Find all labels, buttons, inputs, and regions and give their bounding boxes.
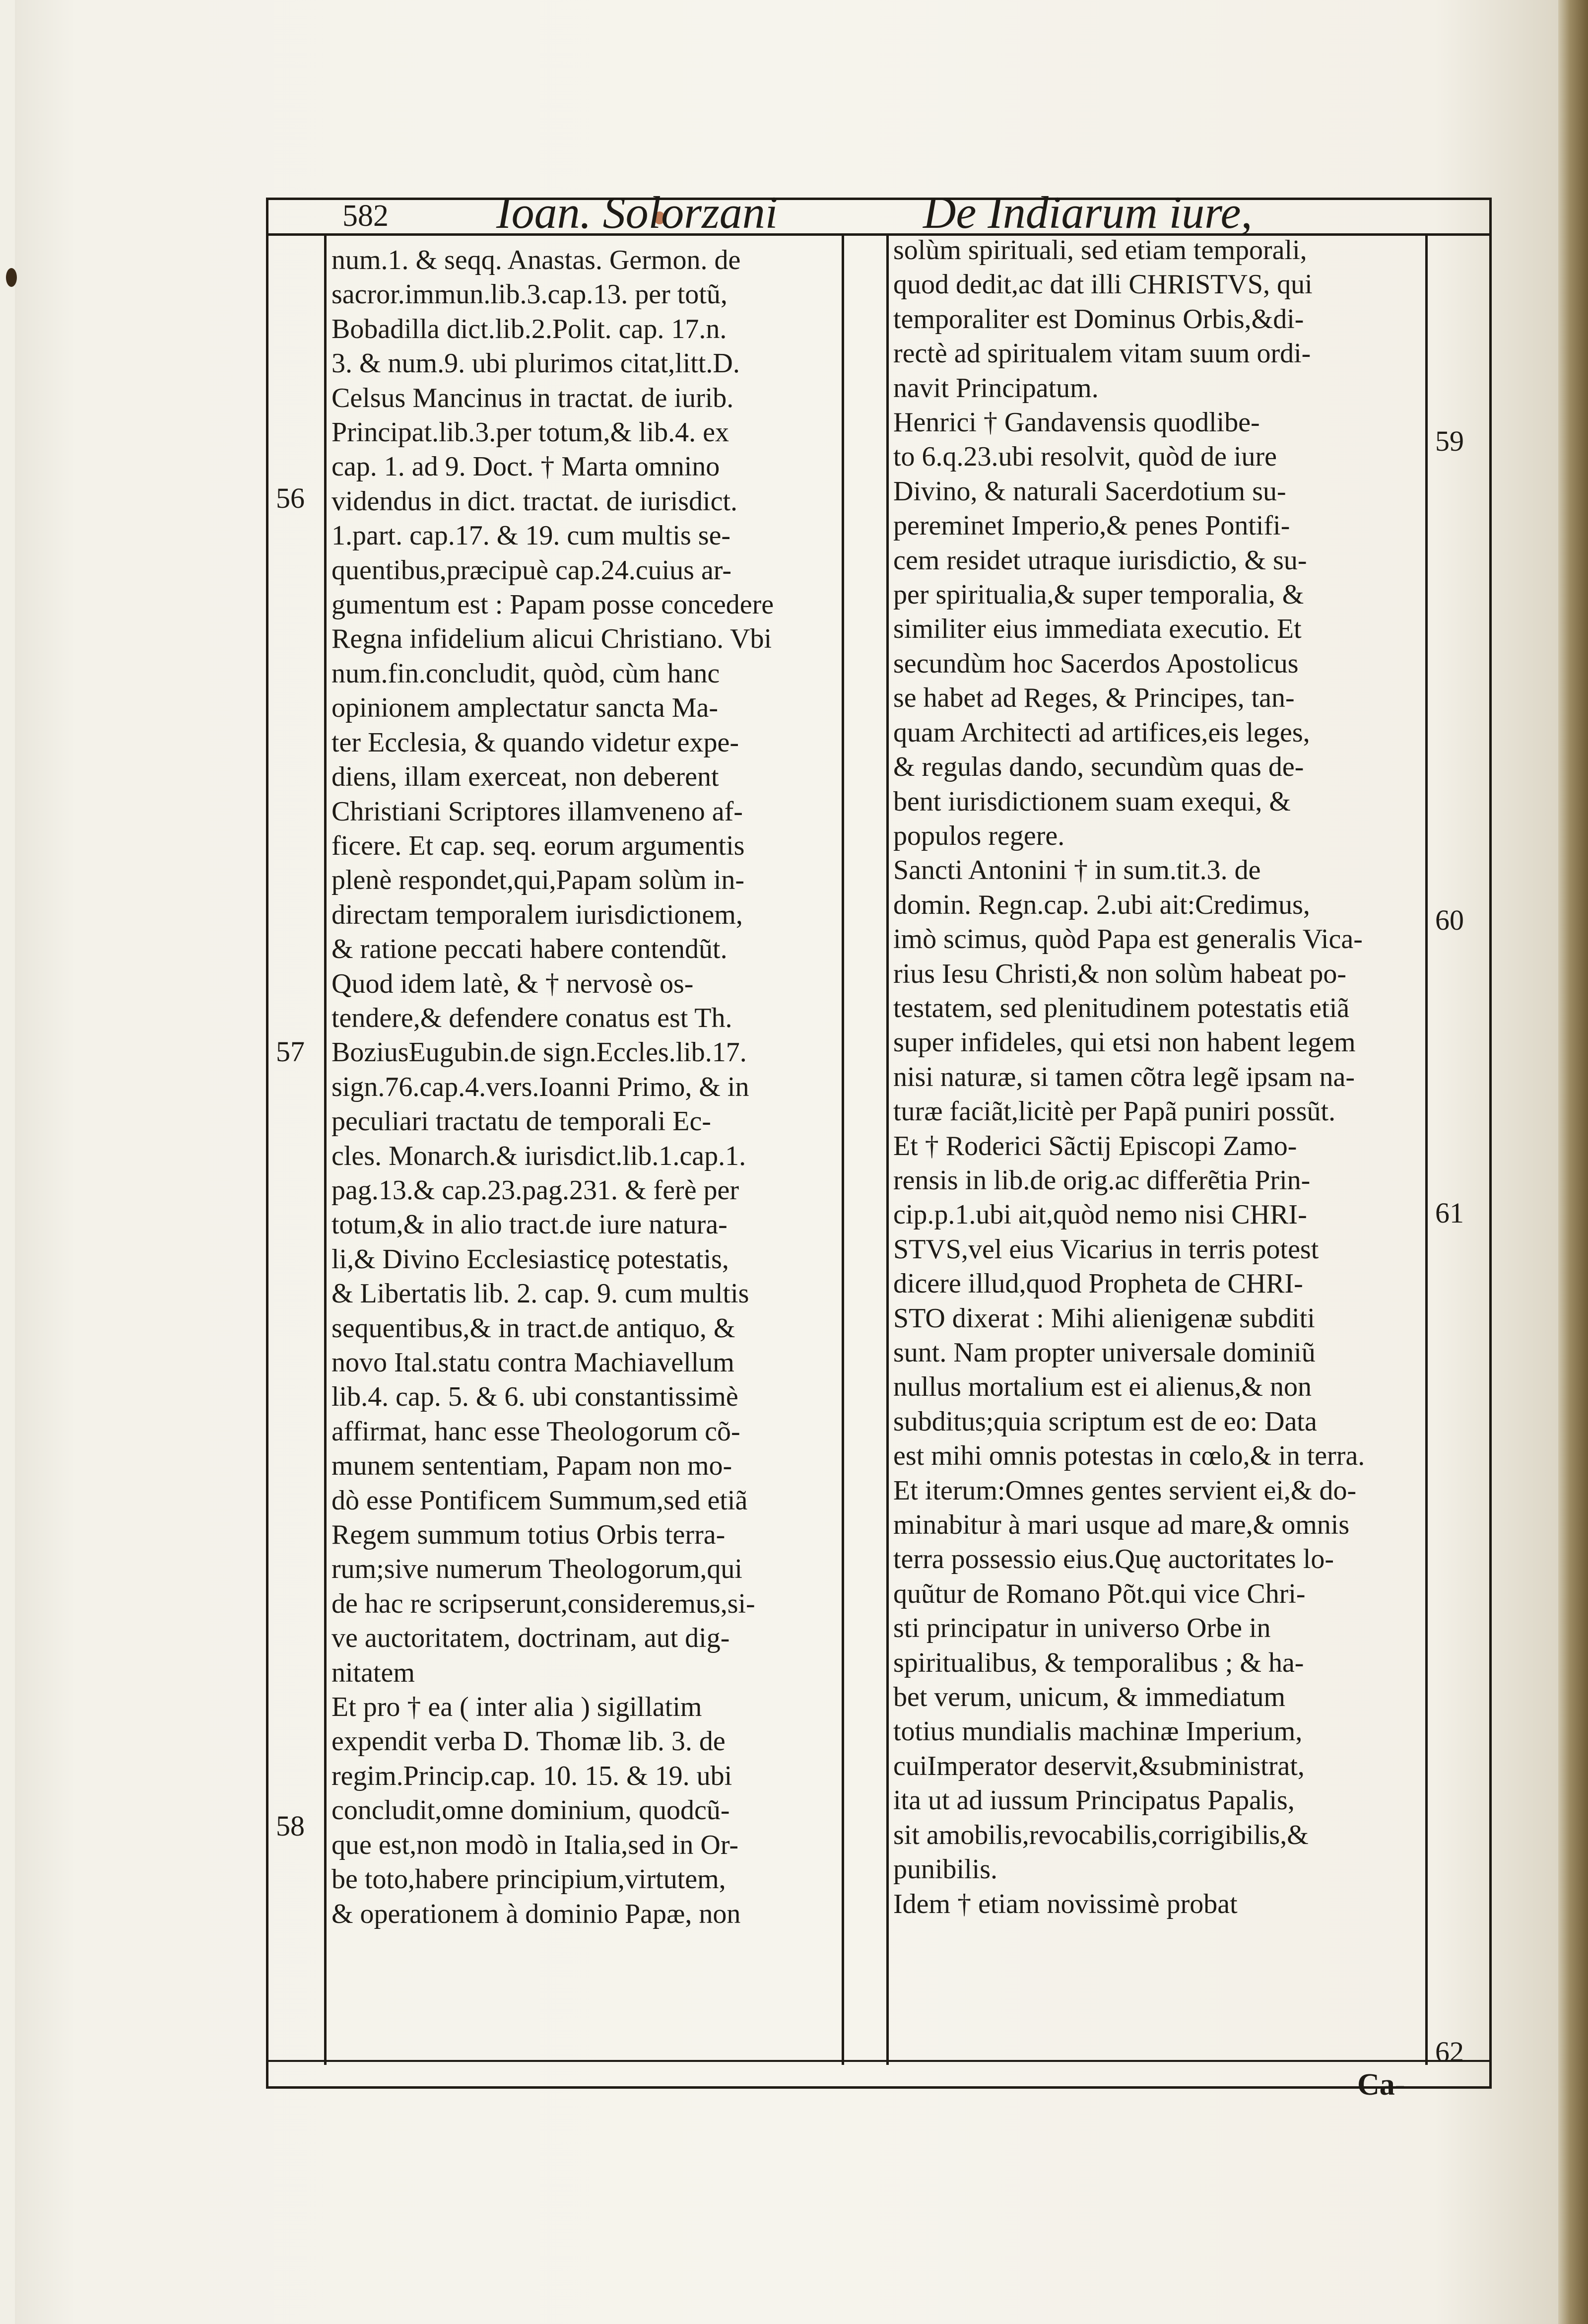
text-line: Christiani Scriptores illamveneno af-: [331, 796, 743, 827]
text-line: tendere,& defendere conatus est Th.: [331, 1002, 732, 1033]
center-rule-right: [886, 233, 889, 2065]
margin-number: 56: [276, 482, 305, 514]
text-line: similiter eius immediata executio. Et: [893, 614, 1302, 645]
text-line: opinionem amplectatur sancta Ma-: [331, 692, 719, 724]
text-line: populos regere.: [893, 820, 1065, 851]
text-line: novo Ital.statu contra Machiavellum: [331, 1347, 734, 1378]
text-line: num.fin.concludit, quòd, cùm hanc: [331, 658, 720, 689]
text-line: ter Ecclesia, & quando videtur expe-: [331, 727, 739, 758]
margin-number: 60: [1435, 904, 1464, 936]
text-line: Regna infidelium alicui Christiano. Vbi: [331, 623, 772, 655]
text-line: plenè respondet,qui,Papam solùm in-: [331, 865, 745, 896]
text-line: & Libertatis lib. 2. cap. 9. cum multis: [331, 1278, 749, 1309]
text-line: rius Iesu Christi,& non solùm habeat po-: [893, 958, 1347, 989]
running-head-right: De Indiarum iure,: [923, 187, 1253, 238]
text-line: dicere illud,quod Propheta de CHRI-: [893, 1268, 1303, 1299]
text-line: sit amobilis,revocabilis,corrigibilis,&: [893, 1819, 1309, 1850]
text-line: nisi naturæ, si tamen cõtra legẽ ipsam na-: [893, 1061, 1355, 1093]
text-line: testatem, sed plenitudinem potestatis etiã: [893, 992, 1350, 1024]
text-line: Quod idem latè, & † nervosè os-: [331, 968, 694, 999]
text-line: BoziusEugubin.de sign.Eccles.lib.17.: [331, 1037, 747, 1068]
text-line: & ratione peccati habere contendũt.: [331, 934, 728, 965]
book-edge: [1558, 0, 1588, 2324]
text-line: cles. Monarch.& iurisdict.lib.1.cap.1.: [331, 1140, 746, 1171]
text-line: temporaliter est Dominus Orbis,&di-: [893, 303, 1304, 335]
text-line: cap. 1. ad 9. Doct. † Marta omnino: [331, 451, 720, 482]
text-line: Idem † etiam novissimè probat: [893, 1888, 1238, 1919]
text-line: diens, illam exerceat, non deberent: [331, 761, 719, 793]
page-number: 582: [342, 199, 389, 233]
text-line: terra possessio eius.Quę auctoritates lo-: [893, 1544, 1334, 1575]
text-line: quam Architecti ad artifices,eis leges,: [893, 717, 1310, 748]
text-line: quod dedit,ac dat illi CHRISTVS, qui: [893, 269, 1313, 300]
text-line: bent iurisdictionem suam exequi, &: [893, 786, 1291, 817]
text-line: minabitur à mari usque ad mare,& omnis: [893, 1509, 1350, 1541]
catchword: Ca-: [1357, 2068, 1405, 2102]
text-line: sunt. Nam propter universale dominiũ: [893, 1337, 1316, 1368]
text-line: sequentibus,& in tract.de antiquo, &: [331, 1312, 735, 1344]
left-text-column: [331, 243, 838, 1931]
text-line: concludit,omne dominium, quodcũ-: [331, 1795, 730, 1826]
text-line: STVS,vel eius Vicarius in terris potest: [893, 1233, 1319, 1265]
text-line: cem residet utraque iurisdictio, & su-: [893, 545, 1307, 576]
text-line: Et iterum:Omnes gentes servient ei,& do-: [893, 1475, 1357, 1506]
text-line: cip.p.1.ubi ait,quòd nemo nisi CHRI-: [893, 1199, 1307, 1230]
text-line: cuiImperator deservit,&subministrat,: [893, 1750, 1305, 1781]
left-column-rule: [324, 233, 327, 2065]
text-line: Celsus Mancinus in tractat. de iurib.: [331, 382, 734, 413]
text-line: totius mundialis machinæ Imperium,: [893, 1716, 1303, 1747]
text-line: to 6.q.23.ubi resolvit, quòd de iure: [893, 441, 1277, 473]
text-line: Principat.lib.3.per totum,& lib.4. ex: [331, 417, 729, 448]
text-line: spiritualibus, & temporalibus ; & ha-: [893, 1647, 1304, 1678]
text-line: regim.Princip.cap. 10. 15. & 19. ubi: [331, 1760, 732, 1791]
text-line: peculiari tractatu de temporali Ec-: [331, 1106, 711, 1137]
text-line: affirmat, hanc esse Theologorum cõ-: [331, 1416, 740, 1447]
right-text-column: [893, 233, 1420, 1921]
text-line: num.1. & seqq. Anastas. Germon. de: [331, 245, 741, 275]
text-line: solùm spirituali, sed etiam temporali,: [893, 235, 1307, 266]
text-line: nitatem: [331, 1657, 415, 1688]
text-line: rectè ad spiritualem vitam suum ordi-: [893, 338, 1311, 369]
text-line: que est,non modò in Italia,sed in Or-: [331, 1829, 739, 1860]
text-line: Sancti Antonini † in sum.tit.3. de: [893, 855, 1261, 886]
text-line: expendit verba D. Thomæ lib. 3. de: [331, 1726, 726, 1757]
text-line: subditus;quia scriptum est de eo: Data: [893, 1406, 1317, 1437]
bottom-rule: [266, 2060, 1489, 2062]
text-line: pereminet Imperio,& penes Pontifi-: [893, 510, 1290, 542]
text-line: quũtur de Romano Põt.qui vice Chri-: [893, 1578, 1306, 1609]
running-head-left: Ioan. Solorzani: [496, 187, 778, 238]
right-column-rule: [1425, 233, 1428, 2065]
text-line: de hac re scripserunt,consideremus,si-: [331, 1588, 755, 1619]
text-line: secundùm hoc Sacerdos Apostolicus: [893, 648, 1299, 679]
text-line: est mihi omnis potestas in cœlo,& in terra.: [893, 1440, 1365, 1472]
text-line: videndus in dict. tractat. de iurisdict.: [331, 485, 738, 517]
text-line: 3. & num.9. ubi plurimos citat,litt.D.: [331, 348, 740, 379]
text-line: be toto,habere principium,virtutem,: [331, 1864, 726, 1895]
text-line: & operationem à dominio Papæ, non: [331, 1898, 741, 1929]
text-line: Henrici † Gandavensis quodlibe-: [893, 407, 1260, 438]
text-line: ficere. Et cap. seq. eorum argumentis: [331, 830, 745, 861]
text-line: se habet ad Reges, & Principes, tan-: [893, 683, 1295, 714]
text-line: Divino, & naturali Sacerdotium su-: [893, 476, 1286, 507]
text-line: ve auctoritatem, doctrinam, aut dig-: [331, 1623, 730, 1654]
text-line: rum;sive numerum Theologorum,qui: [331, 1554, 742, 1585]
text-line: nullus mortalium est ei alienus,& non: [893, 1371, 1312, 1403]
center-rule-left: [842, 233, 844, 2065]
text-line: lib.4. cap. 5. & 6. ubi constantissimè: [331, 1381, 738, 1413]
text-line: STO dixerat : Mihi alienigenæ subditi: [893, 1302, 1315, 1334]
text-line: dò esse Pontificem Summum,sed etiã: [331, 1485, 748, 1516]
text-line: rensis in lib.de orig.ac differẽtia Prin-: [893, 1164, 1311, 1196]
text-line: li,& Divino Ecclesiasticę potestatis,: [331, 1243, 729, 1275]
text-line: navit Principatum.: [893, 372, 1099, 404]
margin-number: 62: [1435, 2036, 1464, 2068]
text-line: super infideles, qui etsi non habent legem: [893, 1027, 1356, 1058]
text-line: sign.76.cap.4.vers.Ioanni Primo, & in: [331, 1071, 749, 1102]
text-line: per spiritualia,& super temporalia, &: [893, 579, 1304, 611]
text-line: sacror.immun.lib.3.cap.13. per totũ,: [331, 279, 728, 310]
text-line: domin. Regn.cap. 2.ubi ait:Credimus,: [893, 889, 1310, 920]
text-line: sti principatur in universo Orbe in: [893, 1613, 1271, 1644]
text-line: pag.13.& cap.23.pag.231. & ferè per: [331, 1174, 739, 1206]
text-line: punibilis.: [893, 1854, 998, 1885]
text-line: Et pro † ea ( inter alia ) sigillatim: [331, 1692, 702, 1723]
ink-blot: [6, 268, 17, 287]
text-line: bet verum, unicum, & immediatum: [893, 1682, 1286, 1713]
text-line: & regulas dando, secundùm quas de-: [893, 752, 1304, 783]
text-line: Regem summum totius Orbis terra-: [331, 1519, 726, 1551]
text-line: gumentum est : Papam posse concedere: [331, 589, 774, 620]
text-line: quentibus,præcipuè cap.24.cuius ar-: [331, 554, 731, 586]
margin-number: 57: [276, 1035, 305, 1068]
text-line: imò scimus, quòd Papa est generalis Vica-: [893, 924, 1363, 955]
text-line: ita ut ad iussum Principatus Papalis,: [893, 1785, 1295, 1816]
text-line: 1.part. cap.17. & 19. cum multis se-: [331, 520, 731, 551]
text-line: totum,& in alio tract.de iure natura-: [331, 1209, 728, 1240]
text-line: Bobadilla dict.lib.2.Polit. cap. 17.n.: [331, 313, 727, 344]
text-line: turæ faciãt,licitè per Papã puniri possũt.: [893, 1096, 1336, 1127]
margin-number: 61: [1435, 1197, 1464, 1229]
margin-number: 58: [276, 1810, 305, 1842]
text-line: Et † Roderici Sãctij Episcopi Zamo-: [893, 1130, 1297, 1162]
text-line: directam temporalem iurisdictionem,: [331, 899, 743, 930]
margin-number: 59: [1435, 425, 1464, 457]
text-line: munem sententiam, Papam non mo-: [331, 1450, 732, 1482]
